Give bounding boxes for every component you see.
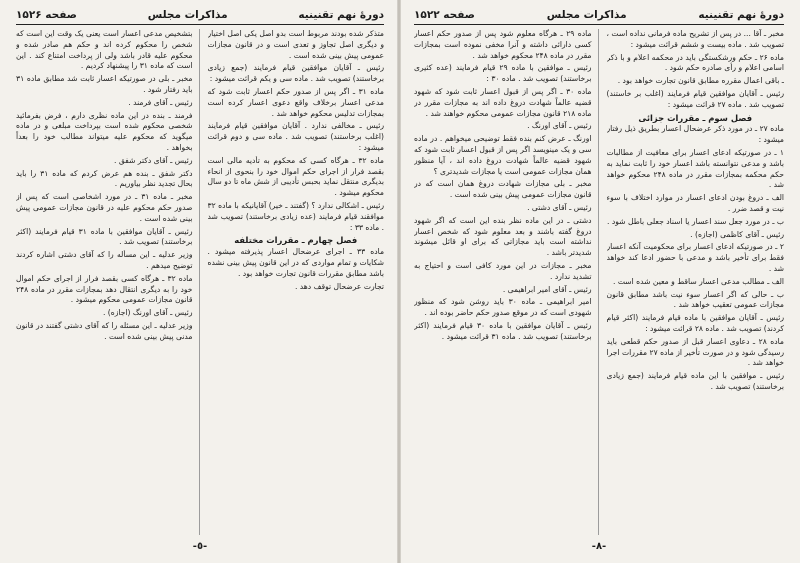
- paragraph: ب ـ در مورد جعل سند اعسار یا اسناد جعلی باطل شود .: [607, 216, 784, 226]
- paragraph: متذکر شده بودند مربوط است بدو اصل یکی اصل اختیار و دیگری اصل تجاوز و تعدی است و در قانون مجازات عمومی پیش بینی شده است .: [207, 29, 384, 60]
- paragraph: رئیس ـ آقای دکتر شفق .: [114, 155, 193, 165]
- paragraph: ب ـ حالی که اگر اعسار سوء نیت باشد مطابق قانون مجازات عمومی تعقیب خواهد شد .: [606, 289, 784, 310]
- left-page: [6, 6, 394, 554]
- paragraph: ماده ۳۱ ـ اگر پس از صدور حکم اعسار ثابت شود که مدعی اعسار برخلاف واقع دعوی اعسار کرده است بمجازات تدلیس محکوم خواهد شد .: [207, 86, 384, 118]
- page-number-footer: -٥-: [192, 541, 208, 552]
- page-header: [16, 6, 384, 25]
- paragraph: رئیس ـ آقایان موافقین قیام فرمایند (اغلب بر خاستند) تصویب شد . ماده ۲۷ قرائت میشود :: [606, 88, 784, 109]
- paragraph: رئیس ـ آقای امیر ابراهیمی .: [502, 284, 592, 294]
- header-page-number: صفحه ۱۵۲۶: [16, 9, 77, 21]
- paragraph: دشتی ـ در این ماده نظر بنده این است که اگر شهود دروغ گفته باشند و بعد معلوم شود که شخص اعسار نداشته است باید مجازاتی که برای او قائل میشوند شدیدتر باشد .: [414, 215, 592, 258]
- paragraph: ۲ ـ در صورتیکه ادعای اعسار برای محکومیت آنکه اعسار فقط برای تأخیر باشد و مدعی با حضور ادعا کند خواهد شد .: [606, 242, 784, 273]
- paragraph: رئیس ـ موافقین با ماده ۲۹ قیام فرمایند (عده کثیری برخاستند) تصویب شد . ماده ۳۰ :: [414, 63, 592, 84]
- header-title: مذاکرات مجلس: [147, 9, 228, 21]
- paragraph: اورنگ ـ عرض کنم بنده فقط توضیحی میخواهم . در ماده سی و یک مینویسد اگر پس از قبول اعسار ثابت شود که شهود قضیه عالماً شهادت دروغ داده اند ، آیا منظور همان مجازات عمومی است یا مجازات شدیدتری ؟: [414, 134, 592, 176]
- paragraph: رئیس ـ آقای کاظمی (اجازه) .: [690, 229, 784, 239]
- paragraph: رئیس ـ موافقین با این ماده قیام فرمایند (جمع زیادی برخاستند) تصویب شد .: [606, 371, 784, 391]
- paragraph: تجارت عرضحال توقف دهد .: [294, 281, 384, 291]
- paragraph: ۱ ـ در صورتیکه ادعای اعسار برای معافیت از مطالبات باشد و مدعی نتوانسته باشد اعسار خود را ثابت نماید به حکم محکمه بمجازات مقرر در ماده ۲۴۸ محکوم خواهد شد .: [606, 147, 784, 190]
- paragraph: رئیس ـ اشکالی ندارد ؟ (گفتند ـ خیر) آقایانیکه با ماده ۳۲ موافقند قیام فرمایند (عده زیادی برخاستند) تصویب شد . ماده ۳۳ :: [207, 200, 384, 232]
- paragraph: ـ باقی اعمال مقرره مطابق قانون تجارت خواهد بود .: [617, 76, 784, 86]
- paragraph: ماده ۳۳ ـ اجرای عرضحال اعسار پذیرفته میشود . شکایات و تمام مواردی که در این قانون پیش بینی نشده باشد مطابق مقررات قانون تجارت خواهد بود .: [207, 247, 384, 278]
- paragraph: رئیس ـ آقایان موافقین با ماده قیام فرمایند (اکثر قیام کردند) تصویب شد . ماده ۲۸ قرائت میشود :: [606, 313, 784, 333]
- paragraph: رئیس ـ آقای اورنگ .: [527, 121, 592, 131]
- paragraph: رئیس ـ آقایان موافقین با ماده ۳۰ قیام فرمایند (اکثر برخاستند) تصویب شد . ماده ۳۱ قرائت میشود .: [414, 320, 592, 341]
- paragraph: مخبر ـ مجازات در این مورد کافی است و احتیاج به تشدید ندارد .: [414, 260, 592, 281]
- text-columns: [414, 29, 784, 535]
- paragraph: مخبر ـ بلی مجازات شهادت دروغ همان است که در قانون مجازات عمومی پیش بینی شده است .: [414, 179, 592, 200]
- header-session: دورهٔ نهم تقنینیه: [698, 9, 784, 21]
- section-heading: فصل چهارم ـ مقررات مختلفه: [234, 235, 358, 246]
- section-heading: فصل سوم ـ مقررات جزائی: [638, 112, 753, 123]
- paragraph: امیر ابراهیمی ـ ماده ۳۰ باید روشن شود که منظور شهودی است که در موقع صدور حکم حاضر بوده اند .: [414, 297, 592, 318]
- paragraph: مخبر ـ بلی در صورتیکه اعسار ثابت شد مطابق ماده ۳۱ باید رفتار شود .: [16, 74, 193, 94]
- book-gutter: [397, 0, 401, 563]
- text-column-left: [414, 29, 599, 535]
- paragraph: مخبر ـ ماده ۳۱ ـ در مورد اشخاصی است که پس از صدور حکم محکوم علیه در قانون مجازات عمومی پیش بینی شده است .: [16, 192, 193, 223]
- page-header: [414, 6, 784, 25]
- header-title: مذاکرات مجلس: [546, 9, 627, 21]
- header-session: دورهٔ نهم تقنینیه: [298, 9, 384, 21]
- paragraph: ماده ۳۲ ـ هرگاه کسی که محکوم به تأدیه مالی است بقصد فرار از اجرای حکم اموال خود را بنحوی از انحاء بدیگری منتقل نماید بحبس تأدیبی از شش ماه تا دو سال محکوم میشود .: [207, 155, 384, 198]
- paragraph: رئیس ـ مخالفی ندارد . آقایان موافقین قیام فرمایند (اغلب برخاستند) تصویب شد . ماده سی و دوم قرائت میشود :: [207, 121, 384, 152]
- header-page-number: صفحه ۱۵۲۲: [414, 9, 475, 21]
- paragraph: مخبر ـ آقا ... در پس از تشریح ماده فرمانی نداده است ، تصویب شد . ماده بیست و ششم قرائت میشود :: [606, 29, 784, 49]
- paragraph: ماده ۳۲ ـ هرگاه کسی بقصد فرار از اجرای حکم اموال خود را به دیگری انتقال دهد بمجازات مقرر در ماده ۲۴۸ قانون مجازات عمومی محکوم میشود .: [16, 273, 193, 305]
- text-column-right: [607, 29, 785, 535]
- paragraph: رئیس ـ آقای اورنگ (اجازه) .: [102, 308, 193, 318]
- paragraph: وزیر عدلیه ـ این مسأله را که آقای دشتی اشاره کردند توضیح میدهم .: [16, 250, 193, 270]
- paragraph: الف ـ دروغ بودن ادعای اعسار در موارد اختلاف با سوء نیت و قصد ضرر .: [606, 193, 784, 213]
- paragraph: الف ـ مطالب مدعی اعسار ساقط و معین شده است .: [613, 276, 784, 286]
- paragraph: ماده ۲۹ ـ هرگاه معلوم شود پس از صدور حکم اعسار کسی دارائی داشته و آنرا مخفی نموده است بمجازات مقرر در ماده ۲۴۸ محکوم خواهد شد .: [414, 29, 592, 60]
- paragraph: ماده ۳۰ ـ اگر پس از قبول اعسار ثابت شود که شهود قضیه عالماً شهادت دروغ داده اند به مجازات مقرر در ماده ۲۱۸ قانون مجازات عمومی محکوم خواهند شد .: [414, 86, 592, 118]
- paragraph: دکتر شفق ـ بنده هم عرض کردم که ماده ۳۱ را باید بحال تجدید نظر بیاوریم .: [16, 168, 193, 189]
- paragraph: رئیس ـ آقایان موافقین با ماده ۳۱ قیام فرمایند (اکثر برخاستند) تصویب شد .: [16, 226, 193, 247]
- text-column-right: [208, 29, 385, 535]
- page-number-footer: -٨-: [591, 541, 607, 552]
- text-columns: [16, 29, 384, 535]
- paragraph: رئیس ـ آقایان موافقین قیام فرمایند (جمع زیادی برخاستند) تصویب شد . ماده سی و یکم قرائت میشود :: [207, 63, 384, 84]
- paragraph: ماده ۲۶ ـ حکم ورشکستگی باید در محکمه اعلام و با ذکر اسامی اعلام و رأی صادره حکم شود .: [606, 52, 784, 73]
- text-column-left: [16, 29, 200, 535]
- paragraph: رئیس ـ آقای فرمند .: [128, 97, 193, 107]
- right-page: [404, 6, 794, 554]
- paragraph: ماده ۲۸ ـ دعاوی اعسار قبل از صدور حکم قطعی باید رسیدگی شود و در صورت تأخیر از ماده ۲۷ مقررات اجرا خواهد شد .: [606, 336, 784, 368]
- paragraph: فرمند ـ بنده در این ماده نظری دارم ، فرض بفرمائید شخصی محکوم شده است بپرداخت مبلغی و در ماده میگوید که محکوم علیه میتواند مطالب خود را بعداً بخواهد .: [16, 110, 193, 152]
- paragraph: بتشخیص مدعی اعسار است یعنی یک وقت این است که شخص را محکوم کرده اند و حکم هم صادر شده و محکوم علیه قادر باشد ولی از پرداخت امتناع کند . این است که ماده ۳۱ را پیشنهاد کردیم .: [16, 29, 193, 71]
- paragraph: وزیر عدلیه ـ این مسئله را که آقای دشتی گفتند در قانون مدنی پیش بینی شده است .: [16, 320, 193, 341]
- paragraph: ماده ۲۷ ـ در مورد ذکر عرضحال اعسار بطریق ذیل رفتار میشود :: [606, 124, 784, 145]
- paragraph: رئیس ـ آقای دشتی .: [527, 202, 592, 212]
